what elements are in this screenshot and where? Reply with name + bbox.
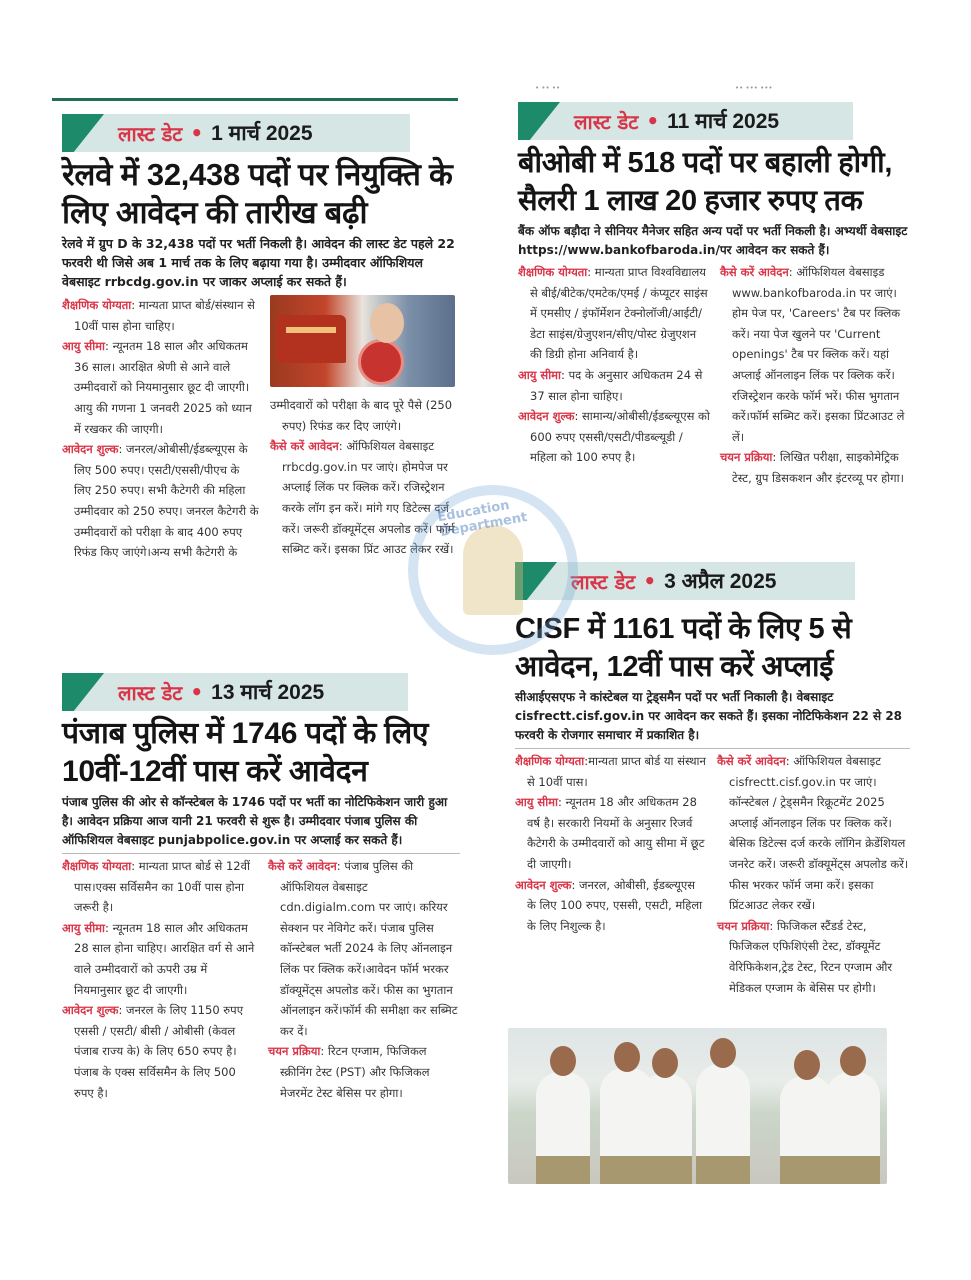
section-key: कैसे करें आवेदन bbox=[270, 439, 339, 454]
section-text: : मान्यता प्राप्त विश्वविद्यालय से बीई/बीटेक/एमटेक/एमई / कंप्यूटर साइंस में एमसीए / इंफॉर्मेशन टेक्नोलॉजी/आईटी/डेटा साइंस/ग्रेजुएशन/सीए/पोस्ट ग्रेजुएशन की डिग्री होना अनिवार्य है। bbox=[530, 265, 708, 362]
top-divider-line bbox=[52, 98, 458, 101]
section-text: : जनरल, ओबीसी, ईडब्ल्यूएस के लिए 100 रुपए, एससी, एसटी, महिला के लिए निशुल्क है। bbox=[527, 877, 703, 933]
section-qualification bbox=[518, 262, 710, 365]
section-text: : पंजाब पुलिस की ऑफिशियल वेबसाइट cdn.digialm.com पर जाएं। करियर सेक्शन पर नेविगेट करें। पंजाब पुलिस कॉन्स्टेबल भर्ती 2024 के लिए ऑनलाइन लिंक पर क्लिक करें।आवेदन फॉर्म भरकर डॉक्यूमेंट्स अपलोड करें। फीस का भुगतान ऑनलाइन करें।फॉर्म की समीक्षा कर सब्मिट कर दें। bbox=[280, 859, 458, 1038]
section-key: आयु सीमा bbox=[62, 339, 106, 354]
section-key: शैक्षणिक योग्यता bbox=[518, 265, 588, 279]
national-emblem-icon bbox=[463, 525, 523, 615]
section-key: आयु सीमा bbox=[518, 367, 562, 382]
section-fee-cont bbox=[270, 395, 458, 436]
section-text: : ऑफिशियल वेबसाइट cisfrectt.cisf.gov.in पर जाएं। कॉन्स्टेबल / ट्रेड्समैन रिक्रूटमेंट 2025 अप्लाई ऑनलाइन लिंक पर क्लिक करें। बेसिक डिटेल्स दर्ज करके लॉगिन क्रेडेंशियल जनरेट करें। जरूरी डॉक्यूमेंट्स अपलोड करें। फीस भरकर फॉर्म जमा करें। इसका प्रिंटआउट लेकर रखें। bbox=[729, 754, 909, 913]
section-qualification bbox=[515, 751, 707, 792]
section-divider bbox=[515, 748, 910, 749]
section-fee bbox=[62, 1000, 258, 1103]
section-age-limit bbox=[515, 792, 707, 874]
section-age-limit bbox=[518, 365, 710, 406]
banner-dot: • bbox=[190, 680, 204, 704]
faint-header-text: • •• •• bbox=[535, 84, 561, 92]
section-text: : ऑफिशियल वेबसाइड www.bankofbaroda.in पर जाएं। होम पेज पर, 'Careers' टैब पर क्लिक करें। नया पेज खुलने पर 'Current openings' टैब पर क्लिक करें। यहां अप्लाई ऑनलाइन लिंक पर क्लिक करें। रजिस्ट्रेशन करके फॉर्म भरें। फीस भुगतान करें।फॉर्म सब्मिट करें। इसका प्रिंटआउट ले लें। bbox=[732, 265, 905, 444]
banner-label: लास्ट डेट bbox=[118, 121, 183, 146]
banner-date: 13 मार्च 2025 bbox=[211, 681, 325, 704]
section-key: शैक्षणिक योग्यता bbox=[62, 859, 132, 873]
article-railway bbox=[62, 114, 460, 563]
section-qualification bbox=[62, 295, 260, 336]
section-how-to-apply bbox=[717, 751, 909, 916]
section-text: : जनरल के लिए 1150 रुपए एससी / एसटी/ बीसी / ओबीसी (केवल पंजाब राज्य के) के लिए 650 रुपए है। पंजाब के एक्स सर्विसमैन के लिए 500 रुपए है। bbox=[74, 1003, 244, 1100]
article-intro: सीआईएसएफ ने कांस्टेबल या ट्रेड्समैन पदों पर भर्ती निकाली है। वेबसाइट cisfrectt.cisf.gov.in पर आवेदन कर सकते हैं। इसका नोटिफिकेशन 22 से 28 फरवरी के रोजगार समाचार में प्रकाशित है। bbox=[515, 690, 903, 742]
section-text: : न्यूनतम 18 साल और अधिकतम 28 साल होना चाहिए। आरक्षित वर्ग से आने वाले उम्मीदवारों को ऊपरी उम्र में नियमानुसार छूट दी जाएगी। bbox=[74, 920, 255, 997]
section-age-limit bbox=[62, 336, 260, 439]
section-key: आवेदन शुल्क bbox=[515, 877, 572, 892]
section-text: : रिटन एग्जाम, फिजिकल स्क्रीनिंग टेस्ट (PST) और फिजिकल मेजरमेंट टेस्ट बेसिस पर होगा। bbox=[280, 1044, 430, 1100]
section-fee bbox=[518, 406, 710, 468]
section-key: आयु सीमा bbox=[62, 920, 106, 935]
section-key: आवेदन शुल्क bbox=[62, 1003, 119, 1018]
article-intro: पंजाब पुलिस की ओर से कॉन्स्टेबल के 1746 पदों पर भर्ती का नोटिफिकेशन जारी हुआ है। आवेदन प्रक्रिया आज यानी 21 फरवरी से शुरू है। उम्मीदवार पंजाब पुलिस की ऑफिशियल वेबसाइट punjabpolice.gov.in पर अप्लाई कर सकते हैं। bbox=[62, 795, 448, 847]
section-selection bbox=[268, 1041, 460, 1103]
section-key: शैक्षणिक योग्यता bbox=[62, 298, 132, 312]
train-image bbox=[276, 315, 346, 363]
recruit-figure bbox=[638, 1074, 692, 1184]
article-bob bbox=[518, 102, 910, 489]
section-qualification bbox=[62, 856, 258, 918]
banner-dot: • bbox=[646, 109, 660, 133]
article-intro: बैंक ऑफ बड़ौदा ने सीनियर मैनेजर सहित अन्य पदों पर भर्ती निकली है। अभ्यर्थी वेबसाइट https://www.bankofbaroda.in/पर आवेदन कर सकते हैं। bbox=[518, 224, 908, 257]
banner-accent-icon bbox=[518, 102, 560, 140]
article-headline: रेलवे में 32,438 पदों पर नियुक्ति के लिए आवेदन की तारीख बढ़ी bbox=[62, 157, 453, 230]
section-how-to-apply bbox=[268, 856, 460, 1041]
section-text: : मान्यता प्राप्त बोर्ड/संस्थान से 10वीं पास होना चाहिए। bbox=[74, 298, 255, 333]
section-key: आवेदन शुल्क bbox=[62, 442, 119, 457]
last-date-banner bbox=[518, 102, 853, 140]
section-text: : न्यूनतम 18 साल और अधिकतम 36 साल। आरक्षित श्रेणी से आने वाले उम्मीदवारों को नियमानुसार छूट दी जाएगी।आयु की गणना 1 जनवरी 2025 को ध्यान में रखकर की जाएगी। bbox=[74, 339, 252, 436]
banner-label: लास्ट डेट bbox=[574, 109, 639, 134]
railway-photo bbox=[270, 295, 455, 387]
banner-date: 1 मार्च 2025 bbox=[211, 122, 313, 145]
last-date-banner bbox=[62, 673, 408, 711]
section-key: कैसे करें आवेदन bbox=[268, 859, 337, 873]
banner-label: लास्ट डेट bbox=[118, 680, 183, 705]
section-age-limit bbox=[62, 918, 258, 1000]
banner-accent-icon bbox=[62, 114, 104, 152]
article-headline: CISF में 1161 पदों के लिए 5 से आवेदन, 12वीं पास करें अप्लाई bbox=[515, 613, 852, 683]
recruit-figure bbox=[536, 1072, 590, 1184]
cisf-recruits-photo bbox=[508, 1028, 887, 1184]
section-text: : मान्यता प्राप्त बोर्ड से 12वीं पास।एक्स सर्विसमैन का 10वीं पास होना जरूरी है। bbox=[74, 859, 250, 915]
watermark-logo bbox=[408, 485, 578, 655]
article-headline: पंजाब पुलिस में 1746 पदों के लिए 10वीं-12वीं पास करें आवेदन bbox=[62, 717, 429, 788]
section-text: : पद के अनुसार अधिकतम 24 से 37 साल होना चाहिए। bbox=[530, 367, 703, 403]
section-fee bbox=[62, 439, 260, 563]
banner-accent-icon bbox=[62, 673, 104, 711]
railway-logo-icon bbox=[358, 339, 404, 385]
banner-date: 3 अप्रैल 2025 bbox=[664, 570, 777, 593]
section-text: उम्मीदवारों को परीक्षा के बाद पूरे पैसे (250 रुपए) रिफंड कर दिए जाएंगे। bbox=[270, 398, 453, 433]
section-text: : न्यूनतम 18 और अधिकतम 28 वर्ष है। सरकारी नियमों के अनुसार रिजर्व कैटेगरी के उम्मीदवारों को आयु सीमा में छूट दी जाएगी। bbox=[527, 795, 705, 871]
section-how-to-apply bbox=[720, 262, 910, 447]
section-key: आयु सीमा bbox=[515, 795, 559, 810]
recruit-figure bbox=[826, 1072, 880, 1184]
section-key: चयन प्रक्रिया bbox=[717, 918, 770, 933]
banner-dot: • bbox=[643, 569, 657, 593]
section-fee bbox=[515, 875, 707, 937]
section-key: शैक्षणिक योग्यता bbox=[515, 754, 585, 768]
section-text: : सामान्य/ओबीसी/ईडब्ल्यूएस को 600 रुपए एससी/एसटी/पीडब्ल्यूडी / महिला को 100 रुपए है। bbox=[530, 409, 710, 465]
section-text: : लिखित परीक्षा, साइकोमेट्रिक टेस्ट, ग्रुप डिसकशन और इंटरव्यू पर होगा। bbox=[732, 450, 904, 485]
recruit-figure bbox=[696, 1064, 750, 1184]
article-cisf bbox=[515, 562, 910, 998]
section-key: कैसे करें आवेदन bbox=[720, 265, 789, 279]
banner-dot: • bbox=[190, 121, 204, 145]
section-selection bbox=[717, 916, 909, 998]
section-text: : जनरल/ओबीसी/ईडब्ल्यूएस के लिए 500 रुपए। एसटी/एससी/पीएच के लिए 250 रुपए। सभी कैटेगरी की महिला उम्मीदवार को 250 रुपए। जनरल कैटेगरी के उम्मीदवारों को परीक्षा के बाद 400 रुपए रिफंड किए जाएंगे।अन्य सभी कैटेगरी के bbox=[74, 442, 259, 560]
section-key: चयन प्रक्रिया bbox=[720, 450, 773, 465]
section-key: आवेदन शुल्क bbox=[518, 409, 575, 424]
section-text: : ऑफिशियल वेबसाइट rrbcdg.gov.in पर जाएं। होमपेज पर अप्लाई लिंक पर क्लिक करें। रजिस्ट्रेशन करके लॉग इन करें। मांगे गए डिटेल्स दर्ज करें। जरूरी डॉक्यूमेंट्स अपलोड करें। फॉर्म सब्मिट करें। इसका प्रिंट आउट लेकर रखें। bbox=[282, 439, 455, 557]
banner-date: 11 मार्च 2025 bbox=[667, 110, 780, 133]
section-text: :मान्यता प्राप्त बोर्ड या संस्थान से 10वीं पास। bbox=[527, 754, 706, 789]
section-selection bbox=[720, 447, 910, 488]
article-intro: रेलवे में ग्रुप D के 32,438 पदों पर भर्ती निकली है। आवेदन की लास्ट डेट पहले 22 फरवरी थी जिसे अब 1 मार्च तक के लिए बढ़ाया गया है। उम्मीदवार ऑफिशियल वेबसाइट rrbcdg.gov.in पर जाकर अप्लाई कर सकते हैं। bbox=[62, 236, 455, 289]
article-punjab-police bbox=[62, 673, 460, 1103]
section-divider bbox=[62, 853, 460, 854]
last-date-banner bbox=[62, 114, 410, 152]
section-text: : फिजिकल स्टैंडर्ड टेस्ट, फिजिकल एफिशिएंसी टेस्ट, डॉक्यूमेंट वेरिफिकेशन,ट्रेड टेस्ट, रिटन एग्जाम और मेडिकल एग्जाम के बेसिस पर होगी। bbox=[729, 918, 893, 995]
section-key: कैसे करें आवेदन bbox=[717, 754, 786, 768]
faint-header-text: •• ••• ••• bbox=[735, 84, 773, 92]
article-headline: बीओबी में 518 पदों पर बहाली होगी, सैलरी 1 लाख 20 हजार रुपए तक bbox=[518, 147, 893, 217]
watermark-text: Education Department bbox=[436, 497, 529, 541]
banner-label: लास्ट डेट bbox=[571, 569, 636, 594]
candidate-image bbox=[370, 303, 404, 343]
section-key: चयन प्रक्रिया bbox=[268, 1044, 321, 1059]
